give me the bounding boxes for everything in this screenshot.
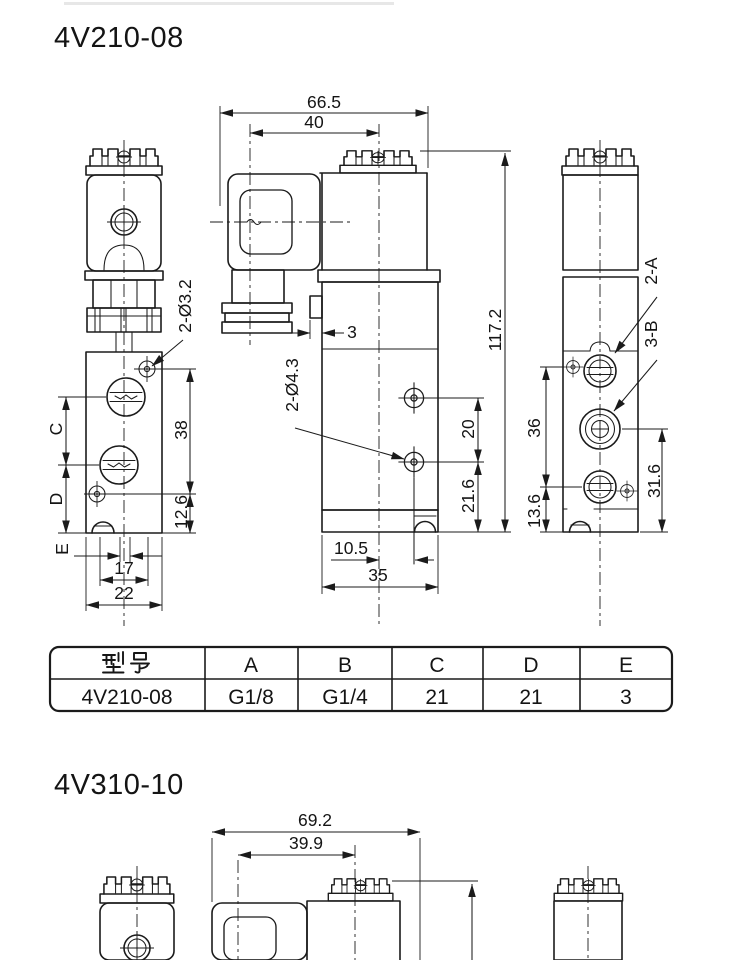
dim-69-2: 69.2 bbox=[297, 810, 333, 830]
view-side-left bbox=[46, 140, 196, 626]
cell-d: 21 bbox=[519, 686, 543, 709]
table-header-model bbox=[106, 653, 148, 676]
dim-35: 35 bbox=[368, 565, 388, 585]
dim-36: 36 bbox=[524, 418, 544, 438]
label-2a: 2-A bbox=[641, 257, 661, 285]
view-front bbox=[210, 92, 511, 627]
dim-3: 3 bbox=[347, 322, 357, 342]
cell-e: 3 bbox=[620, 686, 632, 709]
cell-a: G1/8 bbox=[228, 686, 274, 709]
dim-31-6: 31.6 bbox=[644, 463, 664, 499]
dim-10-5: 10.5 bbox=[333, 538, 369, 558]
dim-e: E bbox=[52, 543, 72, 555]
dim-40: 40 bbox=[304, 112, 324, 132]
dim-39-9: 39.9 bbox=[288, 833, 324, 853]
cell-c: 21 bbox=[425, 686, 449, 709]
dim-38: 38 bbox=[171, 420, 191, 440]
drawing-4v310-partial bbox=[100, 810, 623, 960]
page-title-4v210: 4V210-08 bbox=[54, 22, 184, 54]
dim-22: 22 bbox=[114, 583, 134, 603]
dim-hole-2d43: 2-Ø4.3 bbox=[282, 358, 302, 412]
dim-20: 20 bbox=[458, 419, 478, 439]
page-title-4v310: 4V310-10 bbox=[54, 769, 184, 801]
table-header-c: C bbox=[429, 654, 445, 677]
cell-model: 4V210-08 bbox=[81, 686, 173, 709]
dim-c: C bbox=[46, 422, 66, 436]
dim-13-6: 13.6 bbox=[524, 493, 544, 529]
dim-117-2: 117.2 bbox=[485, 308, 505, 352]
page-top-artifact bbox=[64, 2, 394, 5]
spec-table bbox=[50, 647, 672, 711]
table-row bbox=[81, 686, 631, 709]
dim-17: 17 bbox=[114, 558, 134, 578]
table-header-e: E bbox=[618, 654, 634, 677]
dim-66-5: 66.5 bbox=[306, 92, 342, 112]
dim-hole-2d32: 2-Ø3.2 bbox=[175, 279, 195, 333]
dim-12-6: 12.6 bbox=[171, 494, 191, 530]
label-3b: 3-B bbox=[641, 320, 661, 348]
dim-d: D bbox=[46, 492, 66, 506]
cell-b: G1/4 bbox=[322, 686, 368, 709]
dim-21-6: 21.6 bbox=[458, 478, 478, 514]
view-end-right bbox=[524, 140, 668, 626]
table-header-b: B bbox=[337, 654, 353, 677]
table-header-a: A bbox=[243, 654, 259, 677]
table-header-d: D bbox=[523, 654, 539, 677]
